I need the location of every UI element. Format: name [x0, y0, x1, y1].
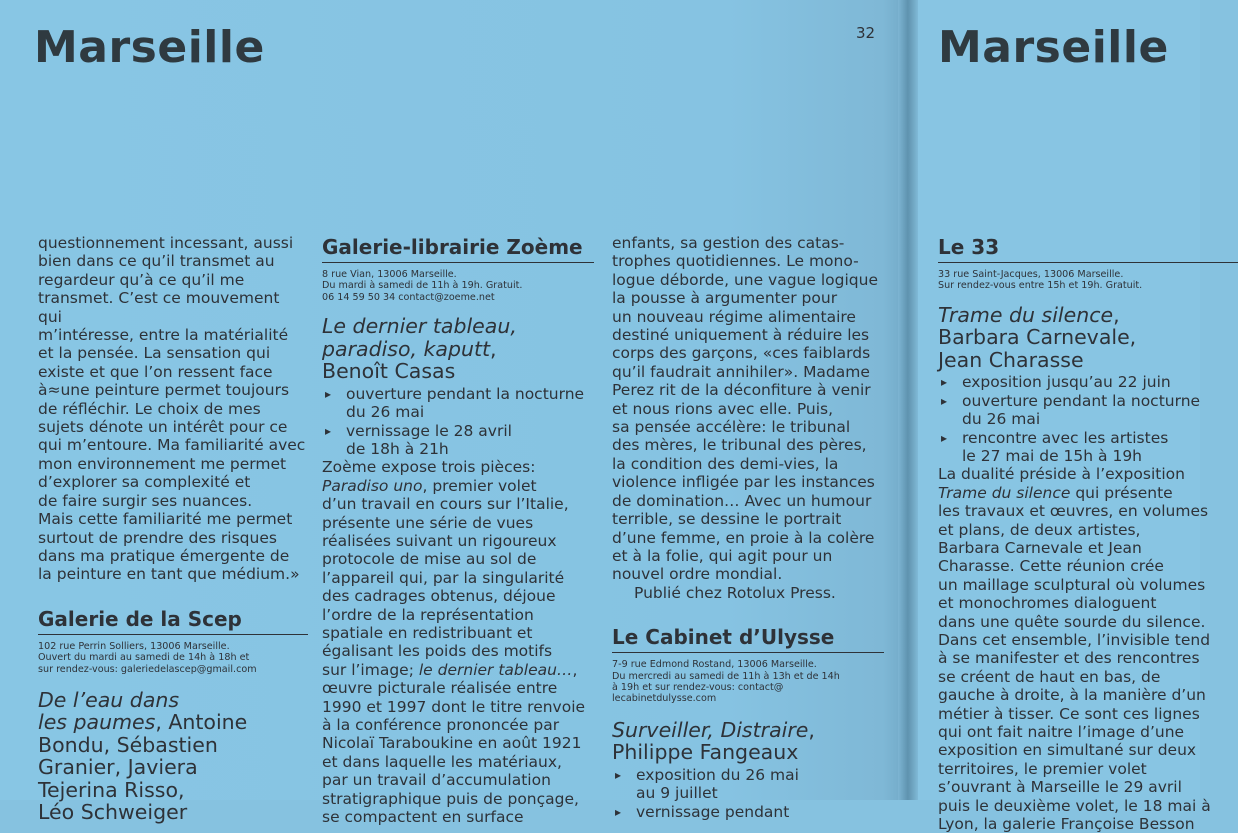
page-gutter: [898, 0, 920, 800]
body-text: enfants, sa gestion des catas- trophes quotidiennes. Le mono- logue déborde, une vague logique la pousse à argumenter pour un nouveau régime alimentaire destiné uniquement à réduire les corps des garçons, «ces faiblards qu’il faudrait annihiler». Madame Perez rit de la déconfiture à venir et nous rions avec elle. Puis, sa pensée accélère: le tribunal des mères, le tribunal des pères, la condition des demi-vies, la violence infligée par les instances de domination… Avec un humour terrible, se dessine le portrait d’une femme, en proie à la colère et à la folie, qui agit pour un nouvel ordre mondial.: [612, 234, 878, 584]
list-item: ▸ vernissage le 28 avril de 18h à 21h: [322, 422, 594, 459]
expo-title-le33: Trame du silence, Barbara Carnevale, Jean Charasse: [938, 302, 1137, 372]
list-item: ▸ ouverture pendant la nocturne du 26 mai: [938, 392, 1238, 429]
list-item: ▸ vernissage pendant: [612, 803, 884, 821]
body-text: Zoème expose trois pièces: Paradiso uno, premier volet d’un travail en cours sur l’Italie, présente une série de vues réalisées suivant un rigoureux protocole de mise au sol de l’appareil qui, par la singularité des cadrages obtenus, déjoue l’ordre de la représentation spatiale en redistribuant et égalisant les poids des motifs sur l’image; le dernier tableau…, œuvre picturale réalisée entre 1990 et 1997 dont le titre renvoie à la conférence prononcée par Nicolaï Taraboukine en août 1921 et dans laquelle les matériaux, par un travail d’accumulation stratigraphique puis de ponçage, se compactent en surface: [322, 458, 586, 827]
page-number: 32: [856, 24, 876, 42]
body-text: questionnement incessant, aussi bien dans ce qu’il transmet au regardeur qu’à ce qu’il me transmet. C’est ce mouvement qui m’intéresse, entre la matérialité et la pensée. La sensation qui existe et que l’on ressent face à≈une peinture permet toujours de réfléchir. Le choix de mes sujets dénote un intérêt pour ce qui m’entoure. Ma familiarité avec mon environnement me permet d’explorer sa complexité et de faire surgir ses nuances. Mais cette familiarité me permet surtout de prendre des risques dans ma pratique émergente de la peinture en tant que médium.»: [38, 234, 306, 584]
right-page: [918, 0, 1211, 833]
expo-title-zoeme: Le dernier tableau, paradiso, kaputt, Benoît Casas: [322, 314, 517, 384]
body-text: La dualité préside à l’exposition Trame du silence qui présente les travaux et œuvres, en volumes et plans, de deux artistes, Barbara Carnevale et Jean Charasse. Cette réunion crée un maillage sculptural où volumes et monochromes dialoguent dans une quête sourde du silence. Dans cet ensemble, l’invisible tend à se manifester et des rencontres se créent de haut en bas, de gauche à droite, à la manière d’un métier à tisser. Ce sont ces lignes qui ont fait naitre l’image d’une exposition en simultané sur deux territoires, le premier volet s’ouvrant à Marseille le 29 avril puis le deuxième volet, le 18 mai à Lyon, la galerie Françoise Besson: [938, 465, 1211, 833]
column-3: [612, 234, 884, 821]
list-item: ▸ exposition jusqu’au 22 juin: [938, 373, 1238, 391]
expo-title-ulysse: Surveiller, Distraire, Philippe Fangeaux: [612, 717, 815, 765]
venue-title-le33: Le 33: [938, 234, 1238, 263]
list-item: ▸ ouverture pendant la nocturne du 26 mai: [322, 385, 594, 422]
venue-title-zoeme: Galerie-librairie Zoème: [322, 234, 594, 263]
venue-title-scep: Galerie de la Scep: [38, 606, 308, 635]
city-title: Marseille: [938, 22, 1169, 73]
venue-info-scep: 102 rue Perrin Solliers, 13006 Marseille. Ouvert du mardi au samedi de 14h à 18h et sur rendez-vous: galeriedelascep@gmail.com: [38, 640, 257, 675]
city-title: Marseille: [34, 22, 265, 73]
venue-info-zoeme: 8 rue Vian, 13006 Marseille. Du mardi à samedi de 11h à 19h. Gratuit. 06 14 59 50 34 contact@zoeme.net: [322, 269, 523, 303]
list-item: ▸ rencontre avec les artistes le 27 mai de 15h à 19h: [938, 429, 1238, 466]
publisher-note: Publié chez Rotolux Press.: [634, 583, 836, 602]
event-list-le33: [938, 373, 1238, 465]
expo-title-scep: De l’eau dans les paumes, Antoine Bondu, Sébastien Granier, Javiera Tejerina Risso, Léo Schweiger: [38, 687, 248, 825]
venue-info-ulysse: 7-9 rue Edmond Rostand, 13006 Marseille. Du mercredi au samedi de 11h à 13h et de 14h à 19h et sur rendez-vous: contact@ lecabinetdulysse.com: [612, 659, 840, 705]
list-item: ▸ exposition du 26 mai au 9 juillet: [612, 766, 884, 803]
venue-info-le33: 33 rue Saint-Jacques, 13006 Marseille. Sur rendez-vous entre 15h et 19h. Gratuit.: [938, 269, 1143, 292]
column-right: [938, 234, 1238, 833]
event-list-ulysse: [612, 766, 884, 821]
event-list-zoeme: [322, 385, 594, 459]
column-1: [38, 234, 308, 826]
column-2: [322, 234, 594, 826]
venue-title-ulysse: Le Cabinet d’Ulysse: [612, 624, 884, 653]
